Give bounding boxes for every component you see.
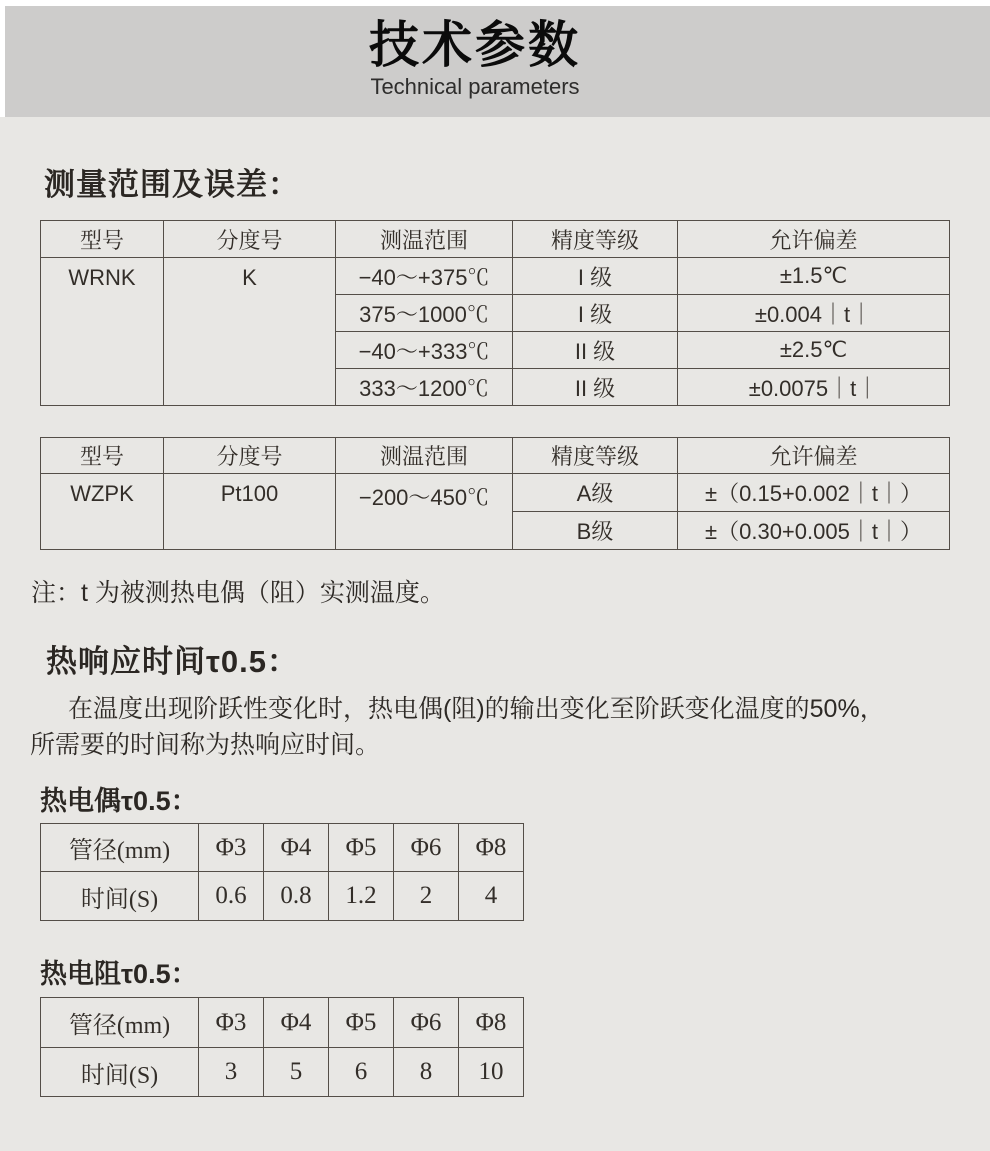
diameter-cell: Φ8 [459,998,524,1048]
time-cell: 0.6 [199,872,264,921]
header-cell-range: 测温范围 [336,221,513,258]
row-label-cell: 时间(S) [41,872,199,921]
graduation-cell: K [164,258,336,406]
deviation-cell: ±1.5℃ [678,258,950,295]
diameter-cell: Φ8 [459,824,524,872]
time-cell: 3 [199,1048,264,1097]
row-label-cell: 管径(mm) [41,824,199,872]
header-cell-range: 测温范围 [336,438,513,474]
thermocouple-response-table [40,823,524,921]
diameter-cell: Φ6 [394,824,459,872]
model-cell: WZPK [41,474,164,550]
title-band [5,6,990,117]
time-cell: 2 [394,872,459,921]
response-description [30,691,970,763]
diameter-cell: Φ4 [264,998,329,1048]
header-cell-model: 型号 [41,221,164,258]
diameter-cell: Φ3 [199,824,264,872]
range-cell: −40～+333℃ [336,332,513,369]
table-header-row [41,438,950,474]
time-cell: 0.8 [264,872,329,921]
grade-cell: A级 [513,474,678,512]
page-title: 技术参数 [369,17,581,73]
time-cell: 6 [329,1048,394,1097]
grade-cell: I 级 [513,258,678,295]
range-cell: −200～450℃ [336,474,513,550]
response-description-line1: 在温度出现阶跃性变化时，热电偶(阻)的输出变化至阶跃变化温度的50%， [68,695,885,723]
model-cell: WRNK [41,258,164,406]
table-row-time [41,872,524,921]
header-cell-deviation: 允许偏差 [678,221,950,258]
time-cell: 1.2 [329,872,394,921]
diameter-cell: Φ6 [394,998,459,1048]
row-label-cell: 管径(mm) [41,998,199,1048]
grade-cell: II 级 [513,369,678,406]
deviation-cell: ±0.004｜t｜ [678,295,950,332]
section-heading-response-time: 热响应时间τ0.5： [46,644,299,679]
diameter-cell: Φ4 [264,824,329,872]
table-row [41,258,950,295]
range-cell: 333～1200℃ [336,369,513,406]
deviation-cell: ±（0.30+0.005｜t｜） [678,512,950,550]
table-row-diameter [41,824,524,872]
time-cell: 8 [394,1048,459,1097]
range-cell: −40～+375℃ [336,258,513,295]
row-label-cell: 时间(S) [41,1048,199,1097]
rtd-spec-table [40,437,950,550]
section-heading-rtd-response: 热电阻τ0.5： [40,959,198,989]
header-cell-graduation: 分度号 [164,438,336,474]
grade-cell: II 级 [513,332,678,369]
grade-cell: I 级 [513,295,678,332]
diameter-cell: Φ3 [199,998,264,1048]
header-cell-deviation: 允许偏差 [678,438,950,474]
deviation-cell: ±0.0075｜t｜ [678,369,950,406]
response-description-line2: 所需要的时间称为热响应时间。 [30,731,381,759]
header-cell-graduation: 分度号 [164,221,336,258]
graduation-cell: Pt100 [164,474,336,550]
header-cell-model: 型号 [41,438,164,474]
grade-cell: B级 [513,512,678,550]
table-header-row [41,221,950,258]
diameter-cell: Φ5 [329,824,394,872]
table-row-time [41,1048,524,1097]
deviation-cell: ±2.5℃ [678,332,950,369]
section-heading-thermocouple-response: 热电偶τ0.5： [40,786,198,816]
page-subtitle: Technical parameters [370,74,580,99]
time-cell: 10 [459,1048,524,1097]
table-row [41,474,950,512]
note-text: 注：t 为被测热电偶（阻）实测温度。 [31,579,445,607]
rtd-response-table [40,997,524,1097]
thermocouple-spec-table [40,220,950,406]
section-heading-measure-range: 测量范围及误差： [44,167,300,202]
deviation-cell: ±（0.15+0.002｜t｜） [678,474,950,512]
time-cell: 4 [459,872,524,921]
diameter-cell: Φ5 [329,998,394,1048]
header-cell-grade: 精度等级 [513,221,678,258]
time-cell: 5 [264,1048,329,1097]
range-cell: 375～1000℃ [336,295,513,332]
header-cell-grade: 精度等级 [513,438,678,474]
table-row-diameter [41,998,524,1048]
